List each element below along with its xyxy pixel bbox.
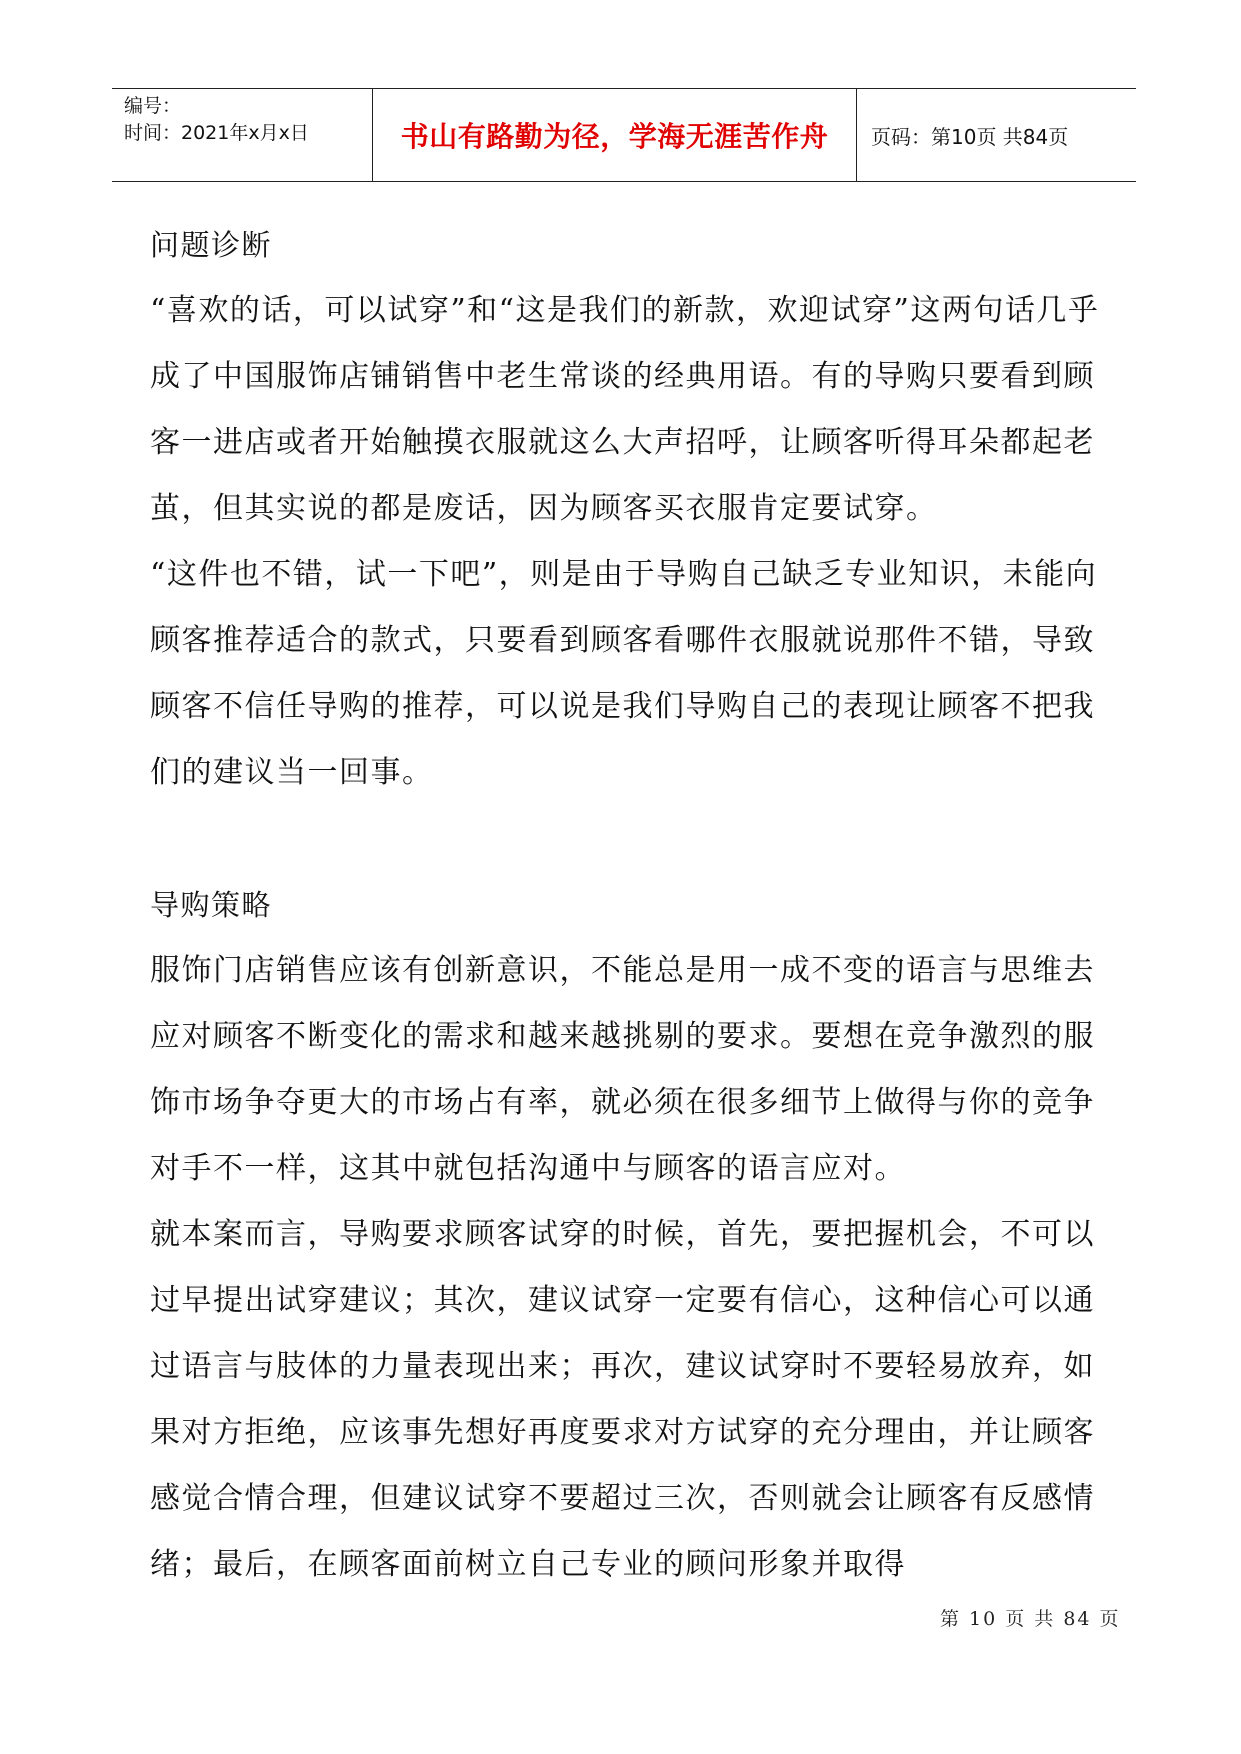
paragraph: “这件也不错，试一下吧”，则是由于导购自己缺乏专业知识，未能向顾客推荐适合的款式，只要看到顾客看哪件衣服就说那件不错，导致顾客不信任导购的推荐，可以说是我们导购自己的表现让顾客不把我们的建议当一回事。: [150, 557, 1098, 790]
paragraph: “喜欢的话，可以试穿”和“这是我们的新款，欢迎试穿”这两句话几乎成了中国服饰店铺销售中老生常谈的经典用语。有的导购只要看到顾客一进店或者开始触摸衣服就这么大声招呼，让顾客听得耳朵都起老茧，但其实说的都是废话，因为顾客买衣服肯定要试穿。: [150, 293, 1100, 526]
header-motto: 书山有路勤为径，学海无涯苦作舟: [373, 89, 857, 181]
paragraph: 就本案而言，导购要求顾客试穿的时候，首先，要把握机会，不可以过早提出试穿建议；其次，建议试穿一定要有信心，这种信心可以通过语言与肢体的力量表现出来；再次，建议试穿时不要轻易放弃，如果对方拒绝，应该事先想好再度要求对方试穿的充分理由，并让顾客感觉合情合理，但建议试穿不要超过三次，否则就会让顾客有反感情绪；最后，在顾客面前树立自己专业的顾问形象并取得: [150, 1217, 1095, 1582]
section-spacer: [150, 806, 1105, 872]
header-page-code: 页码：第10页 共84页: [871, 124, 1069, 149]
section-heading-strategy: 导购策略: [150, 888, 273, 922]
document-body: [150, 212, 1105, 1598]
document-number-label: 编号：: [124, 95, 182, 117]
section-heading-diagnosis: 问题诊断: [150, 228, 273, 262]
header-meta: [112, 89, 373, 181]
page-footer: 第 10 页 共 84 页: [940, 1608, 1121, 1630]
paragraph: 服饰门店销售应该有创新意识，不能总是用一成不变的语言与思维去应对顾客不断变化的需求和越来越挑剔的要求。要想在竞争激烈的服饰市场争夺更大的市场占有率，就必须在很多细节上做得与你的竞争对手不一样，这其中就包括沟通中与顾客的语言应对。: [150, 953, 1095, 1186]
page-header: [112, 88, 1136, 182]
document-time-label: 时间：2021年x月x日: [124, 122, 309, 144]
